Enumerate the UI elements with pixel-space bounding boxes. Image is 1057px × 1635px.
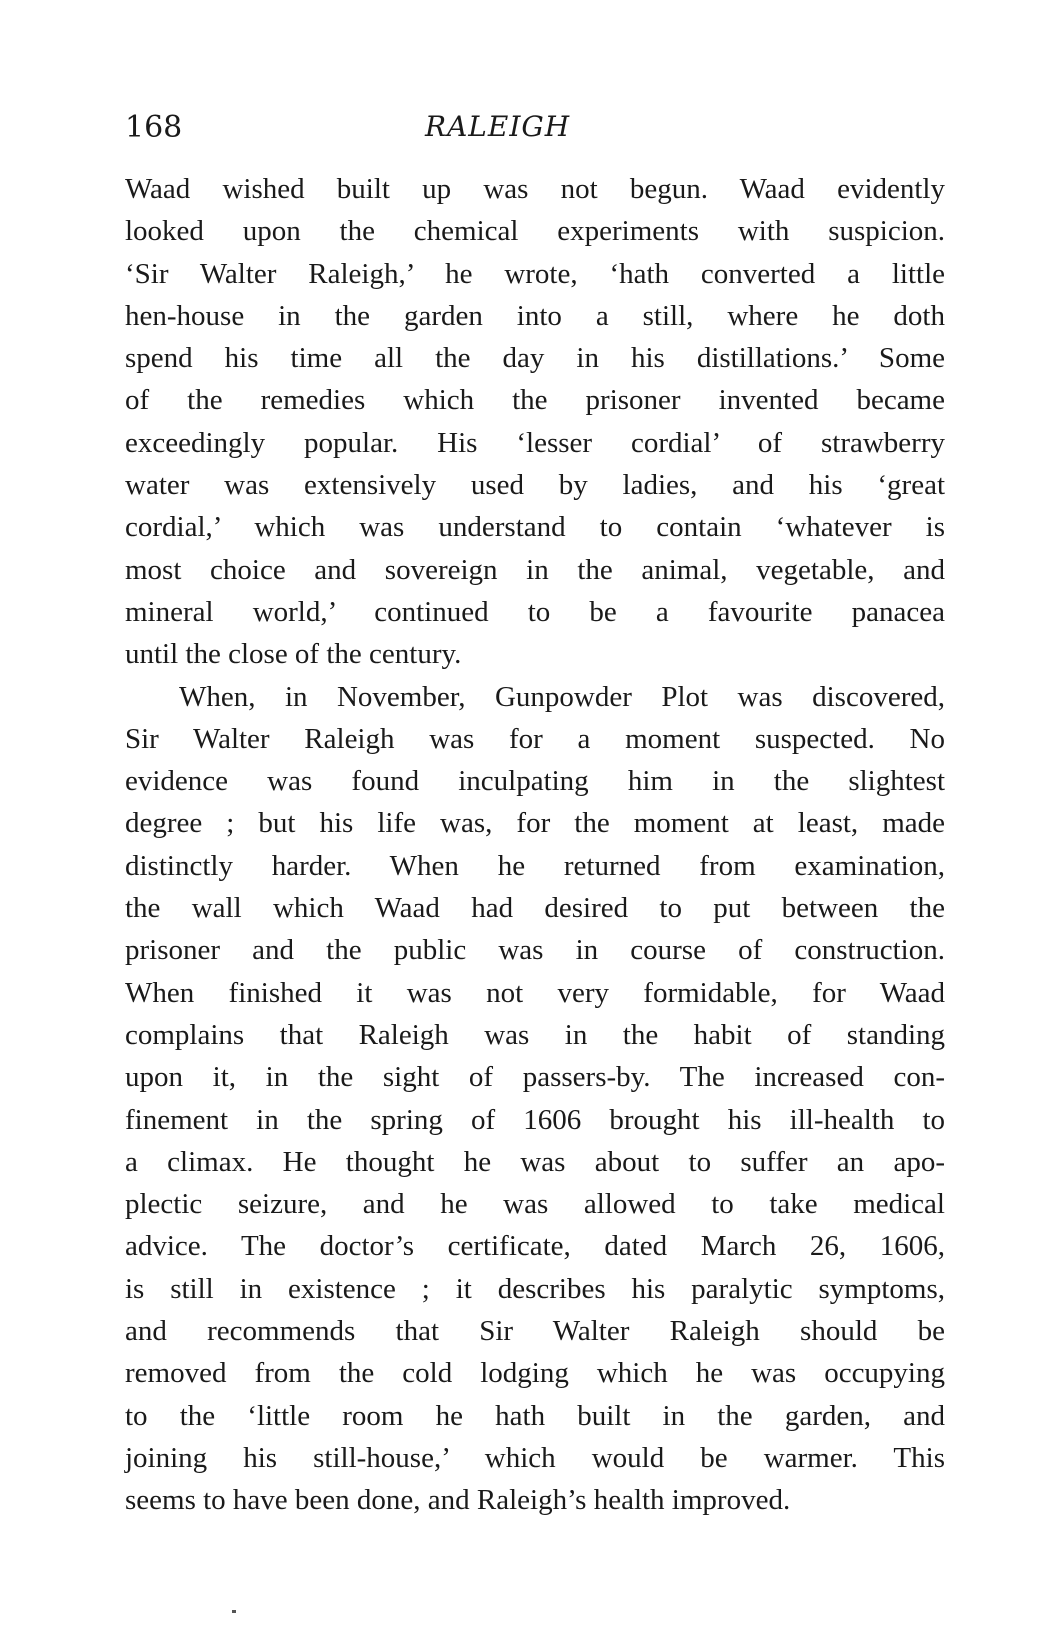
text-line: hen-house in the garden into a still, where he doth [125,299,945,332]
print-speck [232,1610,236,1613]
text-line: prisoner and the public was in course of construction. [125,934,945,967]
page-header [125,110,945,150]
text-line: When, in November, Gunpowder Plot was discovered, [179,680,945,713]
text-line: finement in the spring of 1606 brought his ill-health to [125,1103,945,1136]
text-line: water was extensively used by ladies, and his ‘great [125,469,945,502]
text-line: exceedingly popular. His ‘lesser cordial’ of strawberry [125,426,945,459]
text-line: mineral world,’ continued to be a favourite panacea [125,595,945,628]
running-head: RALEIGH [425,110,571,143]
text-line: removed from the cold lodging which he was occupying [125,1357,945,1390]
text-line: a climax. He thought he was about to suffer an apo- [125,1145,945,1178]
text-line: When finished it was not very formidable, for Waad [125,976,945,1009]
text-line: cordial,’ which was understand to contain ‘whatever is [125,511,945,544]
text-line: evidence was found inculpating him in the slightest [125,765,945,798]
text-line: the wall which Waad had desired to put between the [125,892,945,925]
page-number: 168 [125,110,183,145]
text-line: and recommends that Sir Walter Raleigh should be [125,1315,945,1348]
text-line: advice. The doctor’s certificate, dated March 26, 1606, [125,1230,945,1263]
text-line: most choice and sovereign in the animal, vegetable, and [125,553,945,586]
text-line: complains that Raleigh was in the habit of standing [125,1018,945,1051]
text-line: ‘Sir Walter Raleigh,’ he wrote, ‘hath converted a little [125,257,945,290]
text-line: joining his still-house,’ which would be warmer. This [125,1441,945,1474]
text-line: Waad wished built up was not begun. Waad evidently [125,173,945,205]
text-line: degree ; but his life was, for the moment at least, made [125,807,945,840]
text-line: distinctly harder. When he returned from examination, [125,849,945,882]
text-line: until the close of the century. [125,638,462,671]
text-line: spend his time all the day in his distillations.’ Some [125,342,945,375]
text-line: seems to have been done, and Raleigh’s health improved. [125,1484,791,1517]
text-line: Sir Walter Raleigh was for a moment suspected. No [125,722,945,755]
text-line: plectic seizure, and he was allowed to take medical [125,1188,945,1221]
text-line: is still in existence ; it describes his paralytic symptoms, [125,1272,945,1305]
body-text [125,168,945,1522]
text-line: to the ‘little room he hath built in the garden, and [125,1399,945,1432]
text-line: of the remedies which the prisoner invented became [125,384,945,417]
text-line: looked upon the chemical experiments with suspicion. [125,215,945,248]
text-line: upon it, in the sight of passers-by. The increased con- [125,1061,945,1094]
